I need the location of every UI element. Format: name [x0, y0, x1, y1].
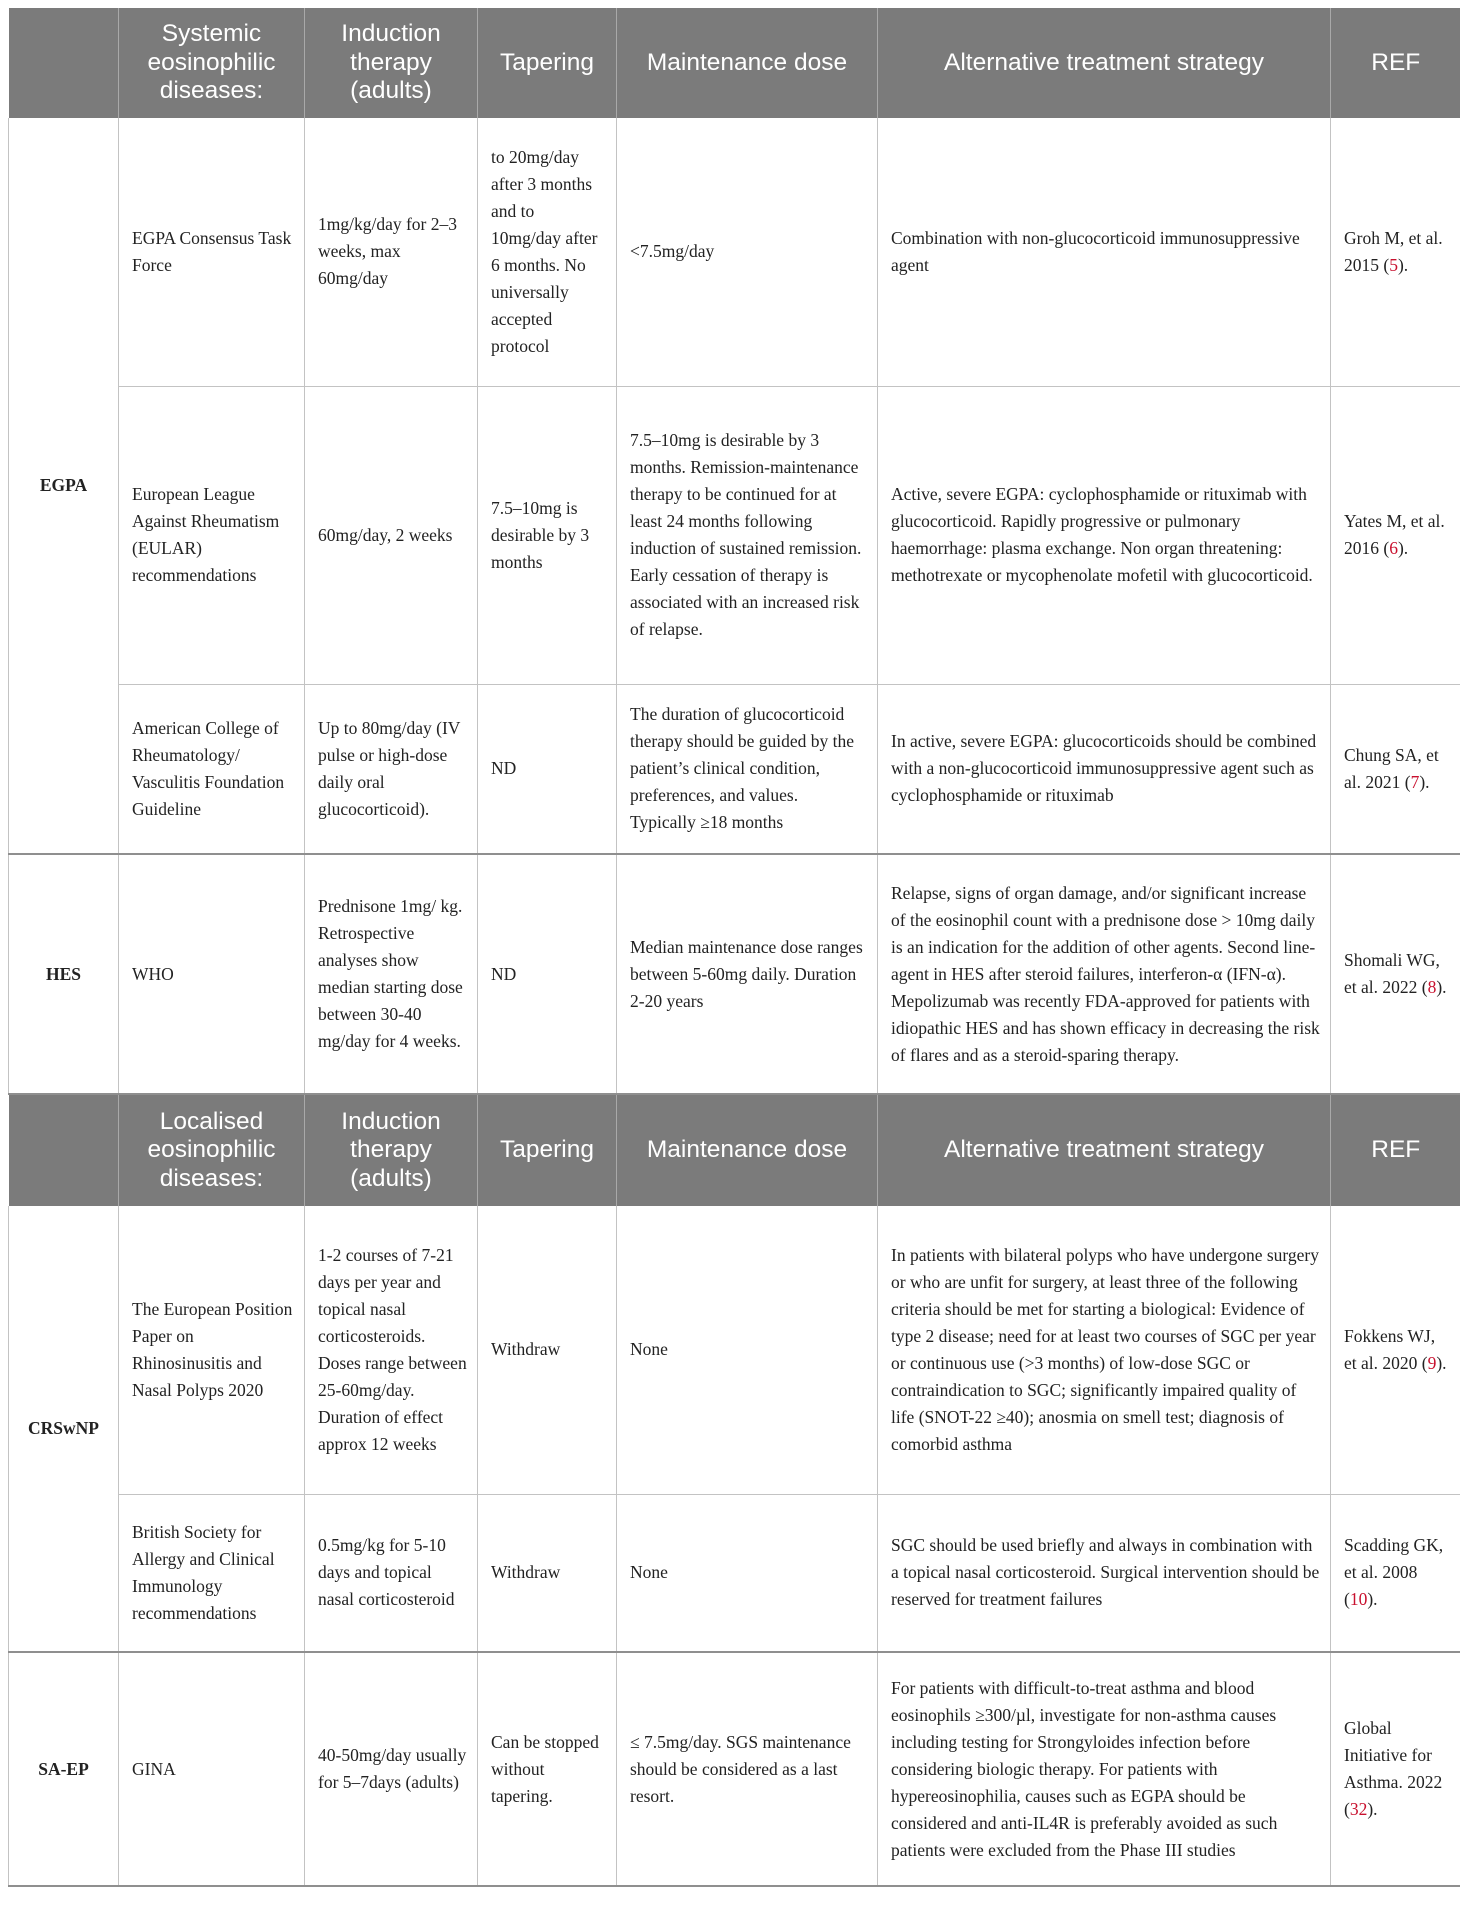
- group-label-saep: SA-EP: [9, 1652, 119, 1886]
- tapering-cell: Can be stopped without tapering.: [478, 1652, 617, 1886]
- header-induction: Induction therapy (adults): [305, 8, 478, 118]
- ref-close: ).: [1419, 771, 1430, 792]
- group-label-hes: HES: [9, 854, 119, 1094]
- ref-text: Fokkens WJ, et al. 2020 (: [1344, 1325, 1436, 1373]
- tapering-cell: ND: [478, 854, 617, 1094]
- alternative-cell: In active, severe EGPA: glucocorticoids should be combined with a non-glucocorticoid immunosuppressive agent such as cyclophosphamide or rituximab: [878, 684, 1331, 854]
- ref-text: Groh M, et al. 2015 (: [1344, 227, 1443, 275]
- group-label-egpa: EGPA: [9, 118, 119, 854]
- maintenance-cell: ≤ 7.5mg/day. SGS maintenance should be considered as a last resort.: [617, 1652, 878, 1886]
- alternative-cell: Relapse, signs of organ damage, and/or significant increase of the eosinophil count with a prednisone dose > 10mg daily is an indication for the addition of other agents. Second line-agent in HES after steroid failures, interferon-α (IFN-α). Mepolizumab was recently FDA-approved for patients with idiopathic HES and has shown efficacy in decreasing the risk of flares and as a steroid-sparing therapy.: [878, 854, 1331, 1094]
- ref-text: Chung SA, et al. 2021 (: [1344, 744, 1439, 792]
- ref-close: ).: [1397, 538, 1409, 558]
- alternative-cell: For patients with difficult-to-treat asthma and blood eosinophils ≥300/µl, investigate for non-asthma causes including testing for Strongyloides infection before considering biologic therapy. For patients with hypereosinophilia, causes such as EGPA should be considered and anti-IL4R is preferably avoided as such patients were excluded from the Phase III studies: [878, 1652, 1331, 1886]
- ref-cell: [1331, 684, 1460, 854]
- header-tapering: Tapering: [478, 8, 617, 118]
- ref-link[interactable]: 5: [1389, 254, 1398, 275]
- header-ref: REF: [1331, 1094, 1460, 1206]
- eosinophilic-diseases-treatment-table: [8, 8, 1460, 1887]
- ref-close: ).: [1436, 977, 1447, 997]
- header-group: Systemic eosinophilic diseases:: [119, 8, 305, 118]
- group-label-crswnp: CRSwNP: [9, 1206, 119, 1652]
- header-alternative: Alternative treatment strategy: [878, 8, 1331, 118]
- alternative-cell: In patients with bilateral polyps who have undergone surgery or who are unfit for surgery, at least three of the following criteria should be met for starting a biological: Evidence of type 2 disease; need for at least two courses of SGC per year or continuous use (>3 months) of low-dose SGC or contraindication to SGC; significantly impaired quality of life (SNOT-22 ≥40); anosmia on smell test; diagnosis of comorbid asthma: [878, 1206, 1331, 1494]
- alternative-cell: Combination with non-glucocorticoid immunosuppressive agent: [878, 118, 1331, 386]
- induction-cell: Up to 80mg/day (IV pulse or high-dose daily oral glucocorticoid).: [305, 684, 478, 854]
- header-blank: [9, 8, 119, 118]
- table-row: [9, 386, 1460, 684]
- ref-link[interactable]: 6: [1389, 538, 1398, 558]
- header-row-systemic: [9, 8, 1460, 118]
- maintenance-cell: Median maintenance dose ranges between 5-60mg daily. Duration 2-20 years: [617, 854, 878, 1094]
- tapering-cell: ND: [478, 684, 617, 854]
- ref-link[interactable]: 7: [1410, 771, 1420, 792]
- induction-cell: 60mg/day, 2 weeks: [305, 386, 478, 684]
- ref-link[interactable]: 10: [1349, 1589, 1368, 1610]
- ref-cell: [1331, 1652, 1460, 1886]
- induction-cell: 40-50mg/day usually for 5–7days (adults): [305, 1652, 478, 1886]
- ref-close: ).: [1436, 1352, 1447, 1373]
- header-alternative: Alternative treatment strategy: [878, 1094, 1331, 1206]
- header-maintenance: Maintenance dose: [617, 1094, 878, 1206]
- ref-cell: [1331, 854, 1460, 1094]
- source-cell: The European Position Paper on Rhinosinusitis and Nasal Polyps 2020: [119, 1206, 305, 1494]
- ref-cell: [1331, 386, 1460, 684]
- source-cell: British Society for Allergy and Clinical Immunology recommendations: [119, 1494, 305, 1652]
- header-row-localised: [9, 1094, 1460, 1206]
- ref-text: Global Initiative for Asthma. 2022 (: [1344, 1718, 1443, 1819]
- table-row: [9, 1206, 1460, 1494]
- induction-cell: 0.5mg/kg for 5-10 days and topical nasal corticosteroid: [305, 1494, 478, 1652]
- source-cell: European League Against Rheumatism (EULAR) recommendations: [119, 386, 305, 684]
- header-group: Localised eosinophilic diseases:: [119, 1094, 305, 1206]
- alternative-cell: SGC should be used briefly and always in combination with a topical nasal corticosteroid. Surgical intervention should be reserved for treatment failures: [878, 1494, 1331, 1652]
- maintenance-cell: 7.5–10mg is desirable by 3 months. Remission-maintenance therapy to be continued for at least 24 months following induction of sustained remission. Early cessation of therapy is associated with an increased risk of relapse.: [617, 386, 878, 684]
- ref-text: Scadding GK, et al. 2008 (: [1344, 1535, 1444, 1610]
- tapering-cell: Withdraw: [478, 1206, 617, 1494]
- header-induction: Induction therapy (adults): [305, 1094, 478, 1206]
- maintenance-cell: None: [617, 1494, 878, 1652]
- table-row: [9, 118, 1460, 386]
- ref-cell: [1331, 1206, 1460, 1494]
- ref-close: ).: [1397, 254, 1409, 275]
- ref-close: ).: [1367, 1799, 1378, 1819]
- tapering-cell: 7.5–10mg is desirable by 3 months: [478, 386, 617, 684]
- alternative-cell: Active, severe EGPA: cyclophosphamide or rituximab with glucocorticoid. Rapidly progressive or pulmonary haemorrhage: plasma exchange. Non organ threatening: methotrexate or mycophenolate mofetil with glucocorticoid.: [878, 386, 1331, 684]
- table-row: [9, 1494, 1460, 1652]
- header-tapering: Tapering: [478, 1094, 617, 1206]
- source-cell: EGPA Consensus Task Force: [119, 118, 305, 386]
- induction-cell: 1mg/kg/day for 2–3 weeks, max 60mg/day: [305, 118, 478, 386]
- maintenance-cell: <7.5mg/day: [617, 118, 878, 386]
- table-row: [9, 684, 1460, 854]
- ref-text: Shomali WG, et al. 2022 (: [1344, 950, 1440, 997]
- tapering-cell: Withdraw: [478, 1494, 617, 1652]
- header-maintenance: Maintenance dose: [617, 8, 878, 118]
- source-cell: GINA: [119, 1652, 305, 1886]
- ref-link[interactable]: 32: [1349, 1799, 1368, 1819]
- induction-cell: Prednisone 1mg/ kg. Retrospective analyses show median starting dose between 30-40 mg/day for 4 weeks.: [305, 854, 478, 1094]
- table-row: [9, 854, 1460, 1094]
- ref-cell: [1331, 1494, 1460, 1652]
- ref-close: ).: [1367, 1589, 1378, 1610]
- ref-text: Yates M, et al. 2016 (: [1344, 511, 1445, 558]
- ref-link[interactable]: 8: [1427, 977, 1437, 997]
- header-ref: REF: [1331, 8, 1460, 118]
- tapering-cell: to 20mg/day after 3 months and to 10mg/day after 6 months. No universally accepted protocol: [478, 118, 617, 386]
- header-blank: [9, 1094, 119, 1206]
- source-cell: American College of Rheumatology/ Vasculitis Foundation Guideline: [119, 684, 305, 854]
- ref-cell: [1331, 118, 1460, 386]
- induction-cell: 1-2 courses of 7-21 days per year and topical nasal corticosteroids. Doses range between 25-60mg/day. Duration of effect approx 12 weeks: [305, 1206, 478, 1494]
- maintenance-cell: None: [617, 1206, 878, 1494]
- maintenance-cell: The duration of glucocorticoid therapy should be guided by the patient’s clinical condition, preferences, and values. Typically ≥18 months: [617, 684, 878, 854]
- source-cell: WHO: [119, 854, 305, 1094]
- table-row: [9, 1652, 1460, 1886]
- ref-link[interactable]: 9: [1427, 1352, 1437, 1373]
